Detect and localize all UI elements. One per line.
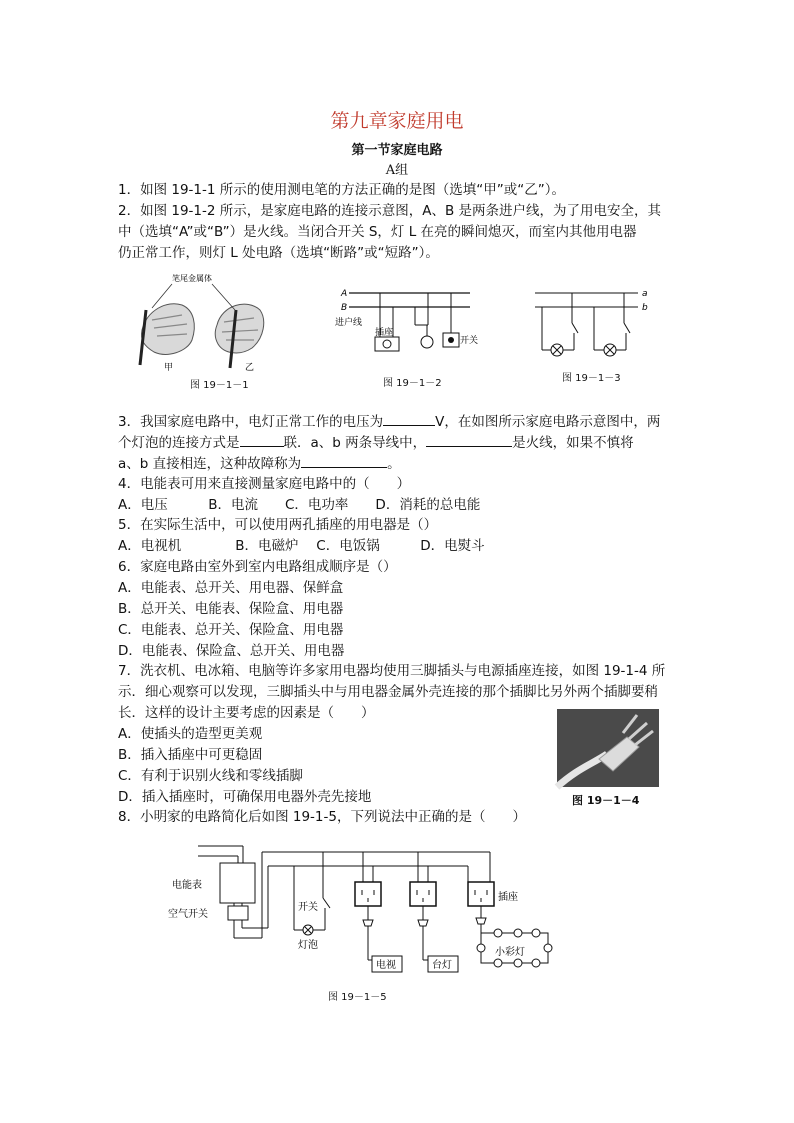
fig3-b-label: b bbox=[642, 303, 648, 313]
figure-19-1-2 bbox=[335, 285, 479, 370]
fig2-b-label: B bbox=[341, 303, 348, 313]
fig2-inlet-label: 进户线 bbox=[335, 318, 363, 328]
q3-text-3b: 。 bbox=[387, 456, 401, 472]
fig1-top-label: 笔尾金属体 bbox=[172, 274, 212, 283]
figure-19-1-1 bbox=[132, 270, 272, 380]
section-title: 第一节家庭电路 bbox=[351, 143, 443, 158]
question-6: 6．家庭电路由室外到室内电路组成顺序是（） bbox=[118, 559, 397, 575]
question-6-option-c: C．电能表、总开关、保险盒、用电器 bbox=[118, 622, 344, 638]
q3-text-2a: 个灯泡的连接方式是 bbox=[118, 435, 240, 451]
q3-blank-fault[interactable] bbox=[301, 453, 387, 468]
fig2-socket-label: 插座 bbox=[375, 328, 394, 338]
question-7-line-1: 7．洗衣机、电冰箱、电脑等许多家用电器均使用三脚插头与电源插座连接，如图 19-1-4 所 bbox=[118, 663, 666, 679]
fig1-right-label: 乙 bbox=[245, 363, 255, 373]
fig3-a-label: a bbox=[642, 289, 648, 299]
fig5-socket-label: 插座 bbox=[498, 892, 518, 903]
q3-blank-connection[interactable] bbox=[240, 432, 284, 447]
figure-19-1-4 bbox=[557, 709, 659, 787]
group-label: A组 bbox=[385, 163, 409, 178]
q3-text-2c: 是火线，如果不慎将 bbox=[512, 435, 634, 451]
question-2-line-3: 仍正常工作，则灯 L 处电路（选填“断路”或“短路”）。 bbox=[118, 245, 439, 261]
fig5-bulb-label: 灯泡 bbox=[298, 940, 318, 951]
question-3-line-1 bbox=[118, 411, 660, 432]
fig2-switch-label: 开关 bbox=[460, 336, 479, 346]
fig5-small-lights-label: 小彩灯 bbox=[495, 947, 525, 958]
question-5-options: A．电视机 B．电磁炉 C．电饭锅 D．电熨斗 bbox=[118, 538, 485, 554]
question-2-line-1: 2．如图 19-1-2 所示，是家庭电路的连接示意图，A、B 是两条进户线，为了用电安全，其 bbox=[118, 203, 662, 219]
fig3-caption: 图 19－1－3 bbox=[562, 373, 621, 384]
q3-text-1a: 3．我国家庭电路中，电灯正常工作的电压为 bbox=[118, 414, 384, 430]
page-title: 第九章家庭用电 bbox=[330, 110, 464, 132]
fig2-caption: 图 19－1－2 bbox=[383, 378, 442, 389]
fig5-lamp-label: 台灯 bbox=[432, 960, 452, 971]
fig5-breaker-label: 空气开关 bbox=[168, 909, 208, 920]
fig5-tv-label: 电视 bbox=[376, 960, 396, 971]
q3-text-1b: V，在如图所示家庭电路示意图中，两 bbox=[435, 414, 661, 430]
question-4-options: A．电压 B．电流 C．电功率 D．消耗的总电能 bbox=[118, 497, 481, 513]
question-7-line-2: 示．细心观察可以发现，三脚插头中与用电器金属外壳连接的那个插脚比另外两个插脚要稍 bbox=[118, 684, 658, 700]
question-6-option-d: D．电能表、保险盒、总开关、用电器 bbox=[118, 643, 345, 659]
fig5-switch-label: 开关 bbox=[298, 902, 318, 913]
question-5: 5．在实际生活中，可以使用两孔插座的用电器是（） bbox=[118, 517, 438, 533]
figure-19-1-5 bbox=[168, 838, 568, 983]
question-3-line-2 bbox=[118, 432, 634, 453]
q3-blank-live-wire[interactable] bbox=[426, 432, 512, 447]
q3-text-2b: 联．a、b 两条导线中， bbox=[283, 435, 427, 451]
question-4: 4．电能表可用来直接测量家庭电路中的（ ） bbox=[118, 476, 411, 492]
question-6-option-b: B．总开关、电能表、保险盒、用电器 bbox=[118, 601, 344, 617]
question-7-option-d: D．插入插座时，可确保用电器外壳先接地 bbox=[118, 789, 372, 805]
fig1-caption: 图 19－1－1 bbox=[190, 380, 249, 391]
fig4-caption: 图 19－1－4 bbox=[572, 794, 640, 807]
question-7-option-a: A．使插头的造型更美观 bbox=[118, 726, 263, 742]
q3-text-3a: a、b 直接相连，这种故障称为 bbox=[118, 456, 302, 472]
question-6-option-a: A．电能表、总开关、用电器、保鲜盒 bbox=[118, 580, 344, 596]
q3-blank-voltage[interactable] bbox=[383, 411, 435, 426]
question-7-line-3: 长．这样的设计主要考虑的因素是（ ） bbox=[118, 705, 375, 721]
question-1: 1．如图 19-1-1 所示的使用测电笔的方法正确的是图（选填“甲”或“乙”）。 bbox=[118, 182, 565, 198]
question-8: 8．小明家的电路简化后如图 19-1-5，下列说法中正确的是（ ） bbox=[118, 809, 526, 825]
figure-19-1-3 bbox=[530, 285, 660, 365]
fig1-left-label: 甲 bbox=[164, 363, 174, 373]
fig2-a-label: A bbox=[341, 289, 348, 299]
fig5-caption: 图 19－1－5 bbox=[328, 992, 387, 1003]
question-3-line-3 bbox=[118, 453, 401, 474]
question-2-line-2: 中（选填“A”或“B”）是火线。当闭合开关 S，灯 L 在亮的瞬间熄灭，而室内其他用电器 bbox=[118, 224, 637, 240]
question-7-option-c: C．有利于识别火线和零线插脚 bbox=[118, 768, 303, 784]
fig5-meter-label: 电能表 bbox=[172, 880, 202, 891]
question-7-option-b: B．插入插座中可更稳固 bbox=[118, 747, 263, 763]
